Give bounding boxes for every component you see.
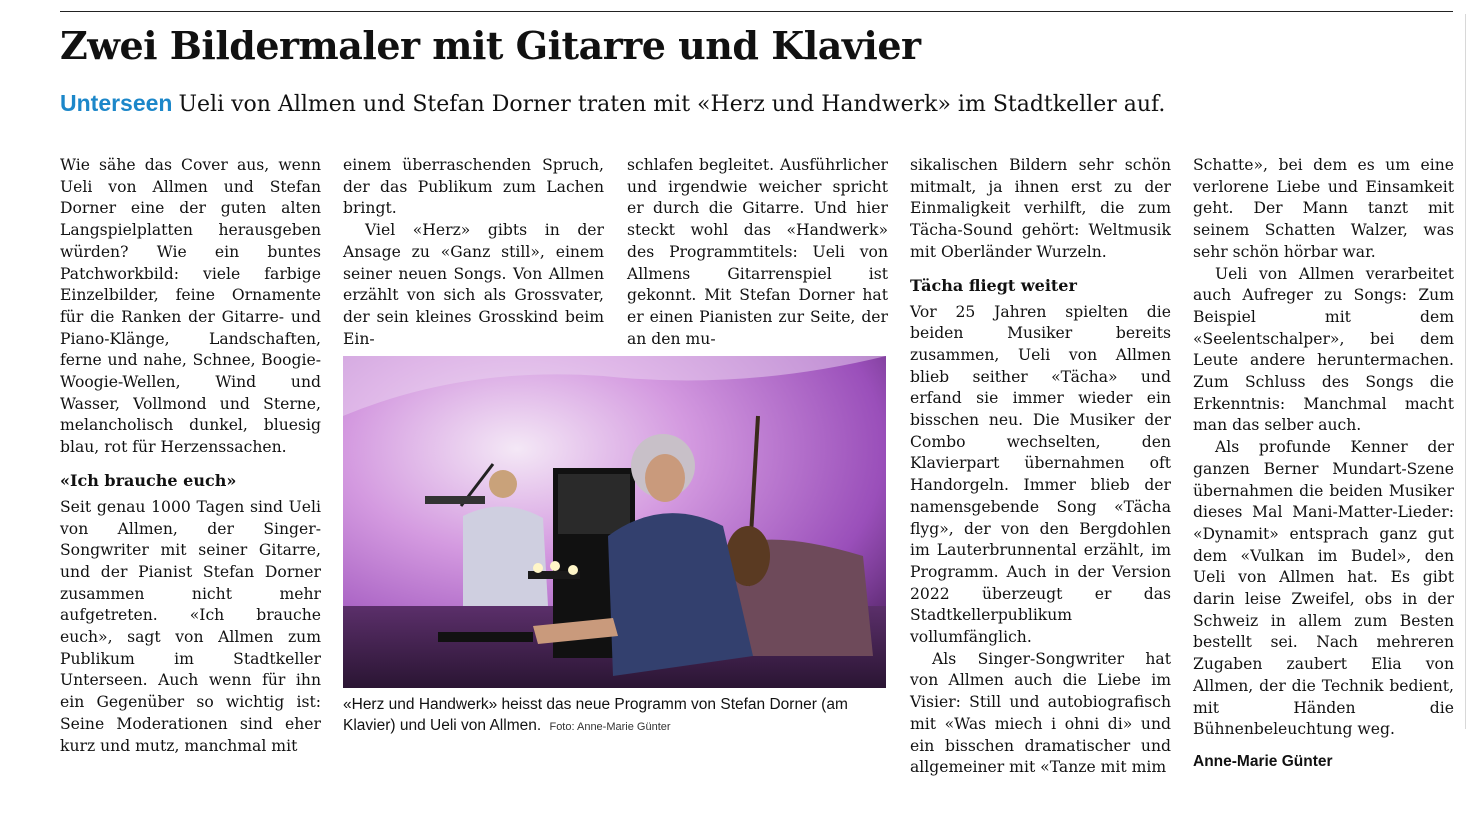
paragraph: Als Singer-Songwriter hat von Allmen auch die Liebe im Visier: Still und autobiografisch mit «Was miech i ohni di» und ein bisschen dramatischer und allgemeiner mit «Tanze mit mim (910, 649, 1171, 777)
subheading: «Ich brauche euch» (60, 470, 237, 490)
location-kicker: Unterseen (60, 90, 173, 116)
subheading: Tächa fliegt weiter (910, 275, 1077, 295)
paragraph: Wie sähe das Cover aus, wenn Ueli von Allmen und Stefan Dorner eine der guten alten Langspielplatten herausgeben würden? Wie ein buntes Patchworkbild: viele farbige Einzelbilder, feine Ornamente für die Ranken der Gitarre- und Piano-Klänge, Landschaften, ferne und nahe, Schnee, Boogie-Woogie-Wellen, Wind und Wasser, Vollmond und Sterne, melancholisch dunkel, bluesig blau, rot für Herzenssachen. (60, 156, 321, 457)
concert-photo-illustration (343, 356, 886, 688)
top-rule (60, 11, 1453, 12)
concert-photo (343, 356, 886, 688)
text-column-1 (60, 155, 321, 757)
paragraph: sikalischen Bildern sehr schön mitmalt, ja ihnen erst zu der Einmaligkeit verhilft, die zum Tächa-Sound gehört: Weltmusik mit Oberländer Wurzeln. (910, 156, 1171, 261)
paragraph: Seit genau 1000 Tagen sind Ueli von Allmen, der Singer-Songwriter mit seiner Gitarre, und der Pianist Stefan Dorner zusammen nicht mehr aufgetreten. «Ich brauche euch», sagt von Allmen zum Publikum im Stadtkeller Unterseen. Auch wenn für ihn ein Gegenüber so wichtig ist: Seine Moderationen sind eher kurz und mutz, manchmal mit (60, 497, 321, 755)
paragraph: Als profunde Kenner der ganzen Berner Mundart-Szene übernahmen die beiden Musiker dieses Mal Mani-Matter-Lieder: «Dynamit» entsprach ganz gut dem «Vulkan im Budel», den Ueli von Allmen hat. Es gibt darin leise Zweifel, obs in der Schweiz in allem zum Besten bestellt sei. Nach mehreren Zugaben zaubert Elia von Allmen, der die Technik bedient, mit Händen die Bühnenbeleuchtung weg. (1193, 438, 1454, 739)
paragraph: Ueli von Allmen verarbeitet auch Aufreger zu Songs: Zum Beispiel mit dem «Seelentschalper», bei dem Leute andere heruntermachen. Zum Schluss des Songs die Erkenntnis: Manchmal macht man das selber auch. (1193, 264, 1454, 435)
right-rule (1465, 14, 1466, 729)
paragraph: Viel «Herz» gibts in der Ansage zu «Ganz still», einem seiner neuen Songs. Von Allmen erzählt von sich als Grossvater, der sein kleines Grosskind beim Ein- (343, 221, 604, 348)
paragraph: schlafen begleitet. Ausführlicher und irgendwie weicher spricht er durch die Gitarre. Und hier steckt wohl das «Handwerk» des Programmtitels: Ueli von Allmens Gitarrenspiel ist gekonnt. Mit Stefan Dorner hat er einen Pianisten zur Seite, der an den mu- (627, 156, 888, 348)
text-column-4 (910, 155, 1171, 779)
photo-caption (343, 694, 903, 738)
photo-credit: Foto: Anne-Marie Günter (549, 721, 671, 733)
paragraph: einem überraschenden Spruch, der das Publikum zum Lachen bringt. (343, 156, 604, 218)
paragraph: Vor 25 Jahren spielten die beiden Musiker bereits zusammen, Ueli von Allmen blieb seither «Tächa» und erfand sie immer wieder ein bisschen neu. Die Musiker der Combo wechselten, den Klavierpart übernahmen oft Handorgeln. Immer blieb der namensgebende Song «Tächa flyg», der von den Bergdohlen im Lauterbrunnental erzählt, im Programm. Auch in der Version 2022 überzeugt er das Stadtkellerpublikum vollumfänglich. (910, 302, 1171, 647)
article-headline: Zwei Bildermaler mit Gitarre und Klavier (60, 23, 921, 68)
text-column-2 (343, 155, 604, 350)
author-byline: Anne-Marie Günter (1193, 752, 1333, 770)
article-lead: Ueli von Allmen und Stefan Dorner traten mit «Herz und Handwerk» im Stadtkeller auf. (178, 92, 1166, 117)
text-column-3 (627, 155, 888, 350)
article-subline (60, 87, 1165, 121)
caption-text: «Herz und Handwerk» heisst das neue Programm von Stefan Dorner (am Klavier) und Ueli von Allmen. (343, 696, 848, 734)
paragraph: Schatte», bei dem es um eine verlorene Liebe und Einsamkeit geht. Der Mann tanzt mit seinem Schatten Walzer, was sehr schön hörbar war. (1193, 156, 1454, 261)
text-column-5 (1193, 155, 1454, 773)
pianist-head (489, 470, 517, 498)
